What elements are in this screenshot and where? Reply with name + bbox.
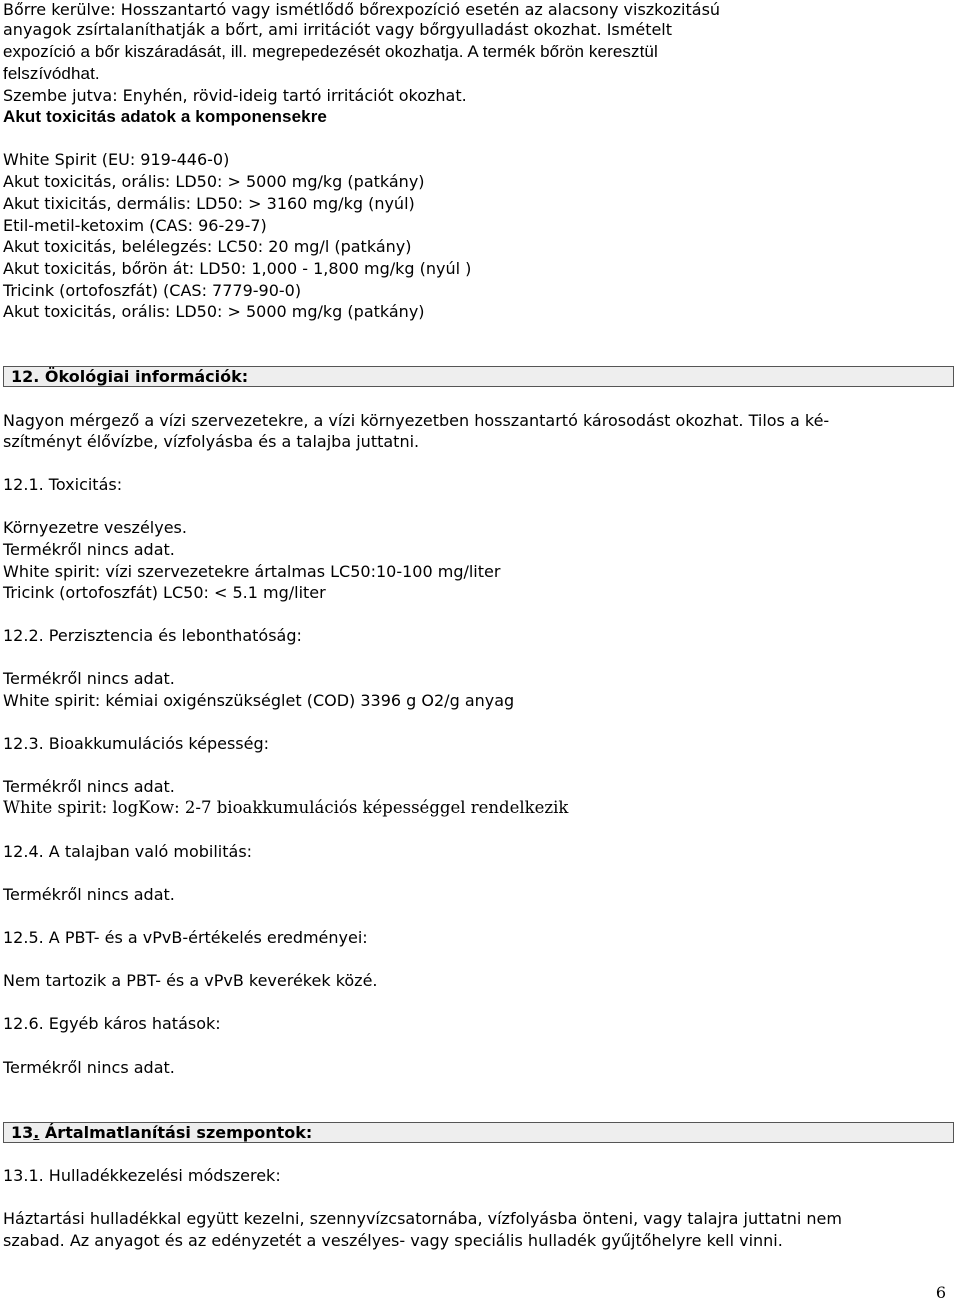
section-12-title: Ökológiai információk: — [39, 367, 249, 386]
acute-data-line: White Spirit (EU: 919-446-0) — [3, 150, 230, 169]
section-12-number: 12. — [11, 367, 40, 386]
acute-data-line: Akut toxicitás, orális: LD50: > 5000 mg/kg (patkány) — [3, 302, 425, 321]
skin-exposure-line-3: expozíció a bőr kiszáradását, ill. megrepedezését okozhatja. A termék bőrön keresztül — [3, 42, 658, 61]
page-number: 6 — [935, 1283, 946, 1302]
section-13-number: 13 — [11, 1123, 34, 1142]
section-13-header — [3, 1122, 954, 1143]
acute-data-line: Akut toxicitás, orális: LD50: > 5000 mg/kg (patkány) — [3, 172, 425, 191]
other-effects-line: Termékről nincs adat. — [3, 1058, 175, 1077]
subsection-12-4-heading: 12.4. A talajban való mobilitás: — [3, 842, 253, 861]
ecology-summary-line-2: szítményt élővízbe, vízfolyásba és a talajba juttatni. — [3, 432, 420, 451]
bioaccumulation-line: White spirit: logKow: 2-7 bioakkumulációs képességgel rendelkezik — [3, 798, 569, 817]
ecology-summary-line-1: Nagyon mérgező a vízi szervezetekre, a vízi környezetben hosszantartó károsodást okozhat. Tilos a ké- — [3, 411, 830, 430]
mobility-line: Termékről nincs adat. — [3, 885, 175, 904]
skin-exposure-line-4: felszívódhat. — [3, 64, 100, 83]
acute-toxicity-heading: Akut toxicitás adatok a komponensekre — [3, 107, 327, 126]
subsection-12-1-heading: 12.1. Toxicitás: — [3, 475, 123, 494]
bioaccumulation-line: Termékről nincs adat. — [3, 777, 175, 796]
toxicity-line: White spirit: vízi szervezetekre ártalmas LC50:10-100 mg/liter — [3, 562, 501, 581]
subsection-13-1-heading: 13.1. Hulladékkezelési módszerek: — [3, 1166, 281, 1185]
subsection-12-2-heading: 12.2. Perzisztencia és lebonthatóság: — [3, 626, 302, 645]
subsection-12-3-heading: 12.3. Bioakkumulációs képesség: — [3, 734, 270, 753]
toxicity-line: Tricink (ortofoszfát) LC50: < 5.1 mg/liter — [3, 583, 326, 602]
acute-data-line: Akut tixicitás, dermális: LD50: > 3160 mg/kg (nyúl) — [3, 194, 415, 213]
disposal-line-2: szabad. Az anyagot és az edényzetét a veszélyes- vagy speciális hulladék gyűjtőhelyre kell vinni. — [3, 1231, 783, 1250]
pbt-line: Nem tartozik a PBT- és a vPvB keverékek közé. — [3, 971, 378, 990]
acute-data-line: Akut toxicitás, bőrön át: LD50: 1,000 - 1,800 mg/kg (nyúl ) — [3, 259, 472, 278]
eye-exposure-line: Szembe jutva: Enyhén, rövid-ideig tartó irritációt okozhat. — [3, 86, 467, 105]
toxicity-line: Termékről nincs adat. — [3, 540, 175, 559]
section-13-dot: . — [33, 1123, 40, 1142]
toxicity-line: Környezetre veszélyes. — [3, 518, 187, 537]
acute-data-line: Akut toxicitás, belélegzés: LC50: 20 mg/l (patkány) — [3, 237, 412, 256]
subsection-12-5-heading: 12.5. A PBT- és a vPvB-értékelés eredményei: — [3, 928, 368, 947]
section-12-header — [3, 366, 954, 387]
disposal-line-1: Háztartási hulladékkal együtt kezelni, szennyvízcsatornába, vízfolyásba önteni, vagy talajra juttatni nem — [3, 1209, 842, 1228]
skin-exposure-line-1: Bőrre kerülve: Hosszantartó vagy ismétlődő bőrexpozíció esetén az alacsony viszkozitású — [3, 0, 721, 19]
skin-exposure-line-2: anyagok zsírtalaníthatják a bőrt, ami irritációt vagy bőrgyulladást okozhat. Ismételt — [3, 20, 673, 39]
persistence-line: Termékről nincs adat. — [3, 669, 175, 688]
acute-data-line: Etil-metil-ketoxim (CAS: 96-29-7) — [3, 216, 267, 235]
acute-data-line: Tricink (ortofoszfát) (CAS: 7779-90-0) — [3, 281, 302, 300]
subsection-12-6-heading: 12.6. Egyéb káros hatások: — [3, 1014, 221, 1033]
persistence-line: White spirit: kémiai oxigénszükséglet (COD) 3396 g O2/g anyag — [3, 691, 515, 710]
section-13-title: Ártalmatlanítási szempontok: — [39, 1123, 313, 1142]
